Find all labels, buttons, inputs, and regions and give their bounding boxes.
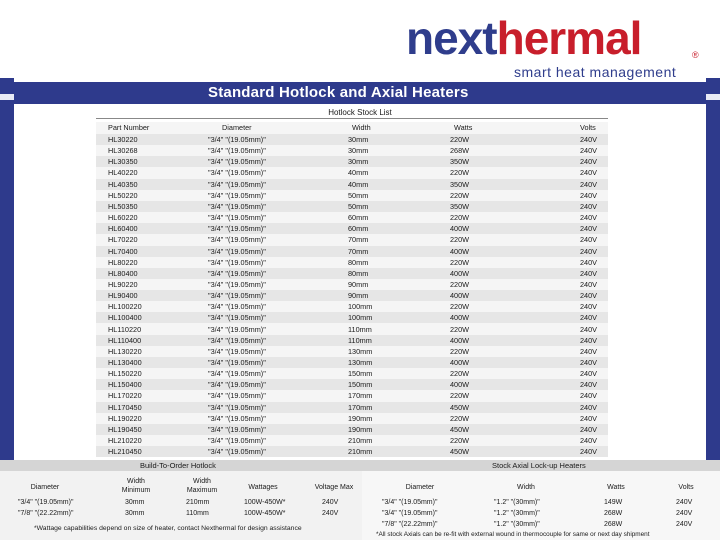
table-cell: 190mm <box>348 424 373 434</box>
table-cell: "3/4" "(19.05mm)" <box>208 257 266 267</box>
table-cell: "3/4" "(19.05mm)" <box>208 447 266 457</box>
table-cell: HL190220 <box>108 413 142 423</box>
bto-header-voltage-max: Voltage Max <box>314 484 354 491</box>
bto-cell: 100W-450W* <box>244 499 286 506</box>
table-cell: "3/4" "(19.05mm)" <box>208 335 266 345</box>
axial-cell: 240V <box>676 521 693 528</box>
table-cell: 400W <box>450 335 470 345</box>
table-cell: 150mm <box>348 369 373 379</box>
table-cell: 400W <box>450 246 470 256</box>
table-row <box>96 424 608 435</box>
table-cell: 240V <box>580 302 598 312</box>
table-cell: 30mm <box>348 157 369 167</box>
table-cell: HL90220 <box>108 279 138 289</box>
table-cell: "3/4" "(19.05mm)" <box>208 190 266 200</box>
bto-footnote: *Wattage capabilities depend on size of heater, contact Nexthermal for design assistance <box>34 525 302 532</box>
axial-header-diameter: Diameter <box>405 484 435 491</box>
table-cell: HL30350 <box>108 157 138 167</box>
table-cell: 240V <box>580 224 598 234</box>
table-cell: HL100220 <box>108 302 142 312</box>
table-cell: "3/4" "(19.05mm)" <box>208 201 266 211</box>
table-cell: 220W <box>450 257 470 267</box>
table-cell: "3/4" "(19.05mm)" <box>208 391 266 401</box>
table-cell: 268W <box>450 146 470 156</box>
logo-word-hermal: hermal <box>496 12 642 64</box>
table-cell: 240V <box>580 346 598 356</box>
axial-cell: "1.2" "(30mm)" <box>494 521 540 528</box>
axial-cell: 268W <box>604 521 623 528</box>
axial-cell: 149W <box>604 499 623 506</box>
table-cell: HL130220 <box>108 346 142 356</box>
table-cell: 220W <box>450 324 470 334</box>
table-cell: 90mm <box>348 291 369 301</box>
table-cell: HL170220 <box>108 391 142 401</box>
table-cell: "3/4" "(19.05mm)" <box>208 324 266 334</box>
table-cell: 400W <box>450 358 470 367</box>
header-volts: Volts <box>580 123 596 132</box>
axial-cell: "1.2" "(30mm)" <box>494 499 540 506</box>
bto-cell: "7/8" "(22.22mm)" <box>18 510 74 517</box>
table-cell: HL100400 <box>108 313 142 323</box>
table-cell: 400W <box>450 380 470 390</box>
table-cell: "3/4" "(19.05mm)" <box>208 157 266 167</box>
table-row <box>96 312 608 323</box>
table-cell: 240V <box>580 168 598 178</box>
table-cell: "3/4" "(19.05mm)" <box>208 424 266 434</box>
axial-cell: "7/8" "(22.22mm)" <box>382 521 438 528</box>
table-cell: 240V <box>580 157 598 167</box>
table-cell: HL150400 <box>108 380 142 390</box>
axial-cell: 240V <box>676 499 693 506</box>
table-cell: 220W <box>450 391 470 401</box>
table-cell: 60mm <box>348 213 369 223</box>
build-to-order-table <box>0 471 362 540</box>
table-row <box>96 402 608 413</box>
table-cell: "3/4" "(19.05mm)" <box>208 358 266 367</box>
axial-cell: 240V <box>676 510 693 517</box>
header-part-number: Part Number <box>108 123 150 132</box>
table-cell: 40mm <box>348 179 369 189</box>
bto-cell: 240V <box>322 499 339 506</box>
table-row <box>96 335 608 346</box>
table-cell: "3/4" "(19.05mm)" <box>208 291 266 301</box>
table-cell: HL70400 <box>108 246 138 256</box>
table-row <box>96 167 608 178</box>
table-row <box>96 290 608 301</box>
table-cell: 100mm <box>348 302 373 312</box>
table-cell: 30mm <box>348 146 369 156</box>
table-cell: 350W <box>450 157 470 167</box>
table-cell: 220W <box>450 346 470 356</box>
bto-header-width-max: Width Maximum <box>186 478 218 494</box>
table-cell: HL60400 <box>108 224 138 234</box>
table-cell: 220W <box>450 190 470 200</box>
table-cell: 50mm <box>348 201 369 211</box>
table-row <box>96 179 608 190</box>
table-cell: HL110400 <box>108 335 142 345</box>
table-cell: 240V <box>580 190 598 200</box>
table-cell: 30mm <box>348 135 369 144</box>
table-cell: HL130400 <box>108 358 142 367</box>
table-row <box>96 390 608 401</box>
bto-cell: 240V <box>322 510 339 517</box>
axial-lockup-table <box>362 471 720 540</box>
table-cell: 240V <box>580 335 598 345</box>
table-cell: HL210450 <box>108 447 142 457</box>
table-row <box>96 223 608 234</box>
table-cell: 240V <box>580 268 598 278</box>
table-cell: 220W <box>450 413 470 423</box>
table-cell: 240V <box>580 135 598 144</box>
table-cell: 240V <box>580 380 598 390</box>
table-cell: 240V <box>580 201 598 211</box>
title-band <box>14 82 706 104</box>
table-cell: "3/4" "(19.05mm)" <box>208 313 266 323</box>
table-cell: 240V <box>580 324 598 334</box>
left-accent-bar <box>0 78 14 476</box>
table-row <box>96 357 608 368</box>
table-cell: 110mm <box>348 324 372 334</box>
table-row <box>96 201 608 212</box>
table-cell: HL30268 <box>108 146 138 156</box>
axial-cell: "3/4" "(19.05mm)" <box>382 499 438 506</box>
table-cell: "3/4" "(19.05mm)" <box>208 413 266 423</box>
table-row <box>96 413 608 424</box>
table-cell: 240V <box>580 257 598 267</box>
table-cell: 240V <box>580 291 598 301</box>
table-cell: 350W <box>450 179 470 189</box>
table-row <box>96 134 608 145</box>
table-cell: "3/4" "(19.05mm)" <box>208 246 266 256</box>
axial-header-width: Width <box>517 484 535 491</box>
table-cell: HL90400 <box>108 291 138 301</box>
logo-tagline: smart heat management <box>514 64 677 80</box>
table-cell: "3/4" "(19.05mm)" <box>208 402 266 412</box>
bto-cell: "3/4" "(19.05mm)" <box>18 499 74 506</box>
table-row <box>96 145 608 156</box>
table-cell: 220W <box>450 279 470 289</box>
table-cell: "3/4" "(19.05mm)" <box>208 346 266 356</box>
table-cell: 80mm <box>348 268 369 278</box>
table-row <box>96 368 608 379</box>
divider <box>96 118 608 119</box>
table-cell: 240V <box>580 424 598 434</box>
logo-word-next: next <box>406 12 497 64</box>
table-cell: "3/4" "(19.05mm)" <box>208 268 266 278</box>
header-diameter: Diameter <box>222 123 252 132</box>
table-cell: 190mm <box>348 413 373 423</box>
table-cell: HL50350 <box>108 201 138 211</box>
table-cell: 130mm <box>348 346 373 356</box>
bto-cell: 30mm <box>125 499 145 506</box>
table-cell: "3/4" "(19.05mm)" <box>208 179 266 189</box>
axial-cell: 268W <box>604 510 623 517</box>
axial-cell: "3/4" "(19.05mm)" <box>382 510 438 517</box>
header-watts: Watts <box>454 123 473 132</box>
table-row <box>96 435 608 446</box>
table-cell: "3/4" "(19.05mm)" <box>208 380 266 390</box>
table-cell: 130mm <box>348 358 373 367</box>
table-cell: 40mm <box>348 168 369 178</box>
axial-cell: "1.2" "(30mm)" <box>494 510 540 517</box>
table-cell: HL210220 <box>108 436 142 446</box>
axial-header-watts: Watts <box>607 484 625 491</box>
table-cell: HL190450 <box>108 424 142 434</box>
table-cell: 70mm <box>348 235 369 245</box>
table-cell: 350W <box>450 201 470 211</box>
table-cell: "3/4" "(19.05mm)" <box>208 302 266 312</box>
table-cell: 240V <box>580 402 598 412</box>
table-cell: "3/4" "(19.05mm)" <box>208 235 266 245</box>
bto-cell: 110mm <box>186 510 209 517</box>
table-cell: 400W <box>450 224 470 234</box>
bto-header-diameter: Diameter <box>30 484 60 491</box>
table-cell: 240V <box>580 235 598 245</box>
table-cell: HL70220 <box>108 235 138 245</box>
table-cell: HL80400 <box>108 268 138 278</box>
table-cell: "3/4" "(19.05mm)" <box>208 146 266 156</box>
table-cell: "3/4" "(19.05mm)" <box>208 436 266 446</box>
table-cell: HL40220 <box>108 168 138 178</box>
page-title: Standard Hotlock and Axial Heaters <box>208 84 469 101</box>
table-cell: HL50220 <box>108 190 138 200</box>
table-row <box>96 246 608 257</box>
table-row <box>96 257 608 268</box>
bto-header-wattages: Wattages <box>248 484 278 491</box>
table-cell: 400W <box>450 313 470 323</box>
table-cell: HL80220 <box>108 257 138 267</box>
table-cell: 60mm <box>348 224 369 234</box>
table-cell: 100mm <box>348 313 373 323</box>
table-cell: 450W <box>450 402 470 412</box>
nexthermal-logo <box>406 10 706 80</box>
table-row <box>96 268 608 279</box>
table-cell: HL60220 <box>108 213 138 223</box>
table-cell: "3/4" "(19.05mm)" <box>208 168 266 178</box>
table-cell: "3/4" "(19.05mm)" <box>208 279 266 289</box>
table-cell: 400W <box>450 291 470 301</box>
table-cell: 450W <box>450 447 470 457</box>
table-row <box>96 212 608 223</box>
table-cell: 240V <box>580 279 598 289</box>
table-cell: 210mm <box>348 447 373 457</box>
table-cell: 150mm <box>348 380 373 390</box>
bottom-title-band <box>0 460 720 471</box>
table-cell: 240V <box>580 179 598 189</box>
table-row <box>96 156 608 167</box>
axial-header-volts: Volts <box>678 484 694 491</box>
table-row <box>96 379 608 390</box>
table-cell: 110mm <box>348 335 372 345</box>
stock-table <box>96 122 608 457</box>
table-row <box>96 346 608 357</box>
axial-lockup-title: Stock Axial Lock-up Heaters <box>492 461 586 470</box>
table-row <box>96 324 608 335</box>
table-cell: 240V <box>580 391 598 401</box>
table-cell: 240V <box>580 313 598 323</box>
bto-cell: 100W-450W* <box>244 510 286 517</box>
table-cell: 240V <box>580 447 598 457</box>
logo-wordmark <box>406 10 641 66</box>
header-width: Width <box>352 123 371 132</box>
table-cell: 240V <box>580 358 598 367</box>
table-row <box>96 234 608 245</box>
table-cell: HL150220 <box>108 369 142 379</box>
table-cell: HL110220 <box>108 324 142 334</box>
table-cell: HL30220 <box>108 135 138 144</box>
table-cell: 240V <box>580 213 598 223</box>
table-cell: 240V <box>580 369 598 379</box>
registered-mark: ® <box>692 50 699 60</box>
table-row <box>96 446 608 457</box>
table-cell: 400W <box>450 268 470 278</box>
table-cell: 220W <box>450 168 470 178</box>
table-cell: "3/4" "(19.05mm)" <box>208 369 266 379</box>
build-to-order-title: Build-To-Order Hotlock <box>140 461 216 470</box>
table-cell: 170mm <box>348 402 373 412</box>
table-cell: 240V <box>580 436 598 446</box>
table-row <box>96 190 608 201</box>
table-cell: 450W <box>450 424 470 434</box>
table-cell: "3/4" "(19.05mm)" <box>208 224 266 234</box>
table-cell: 70mm <box>348 246 369 256</box>
table-cell: 220W <box>450 302 470 312</box>
table-row <box>96 301 608 312</box>
bto-header-width-min: Width Minimum <box>121 478 151 494</box>
stock-header-row <box>96 122 608 133</box>
table-cell: 220W <box>450 135 470 144</box>
table-cell: HL40350 <box>108 179 138 189</box>
table-cell: 90mm <box>348 279 369 289</box>
table-cell: 220W <box>450 436 470 446</box>
table-cell: 50mm <box>348 190 369 200</box>
table-cell: 240V <box>580 146 598 156</box>
table-cell: 220W <box>450 213 470 223</box>
table-cell: 80mm <box>348 257 369 267</box>
table-cell: 220W <box>450 369 470 379</box>
bto-cell: 30mm <box>125 510 145 517</box>
table-cell: 240V <box>580 246 598 256</box>
table-row <box>96 279 608 290</box>
table-cell: 240V <box>580 413 598 423</box>
table-cell: 220W <box>450 235 470 245</box>
stock-list-title: Hotlock Stock List <box>328 108 392 117</box>
bto-cell: 210mm <box>186 499 210 506</box>
table-cell: 170mm <box>348 391 373 401</box>
table-cell: "3/4" "(19.05mm)" <box>208 213 266 223</box>
table-cell: HL170450 <box>108 402 142 412</box>
table-cell: 210mm <box>348 436 373 446</box>
right-accent-bar <box>706 78 720 476</box>
table-cell: "3/4" "(19.05mm)" <box>208 135 266 144</box>
axial-footnote: *All stock Axials can be re-fit with external wound in thermocouple for same or next day shipment <box>376 531 650 538</box>
